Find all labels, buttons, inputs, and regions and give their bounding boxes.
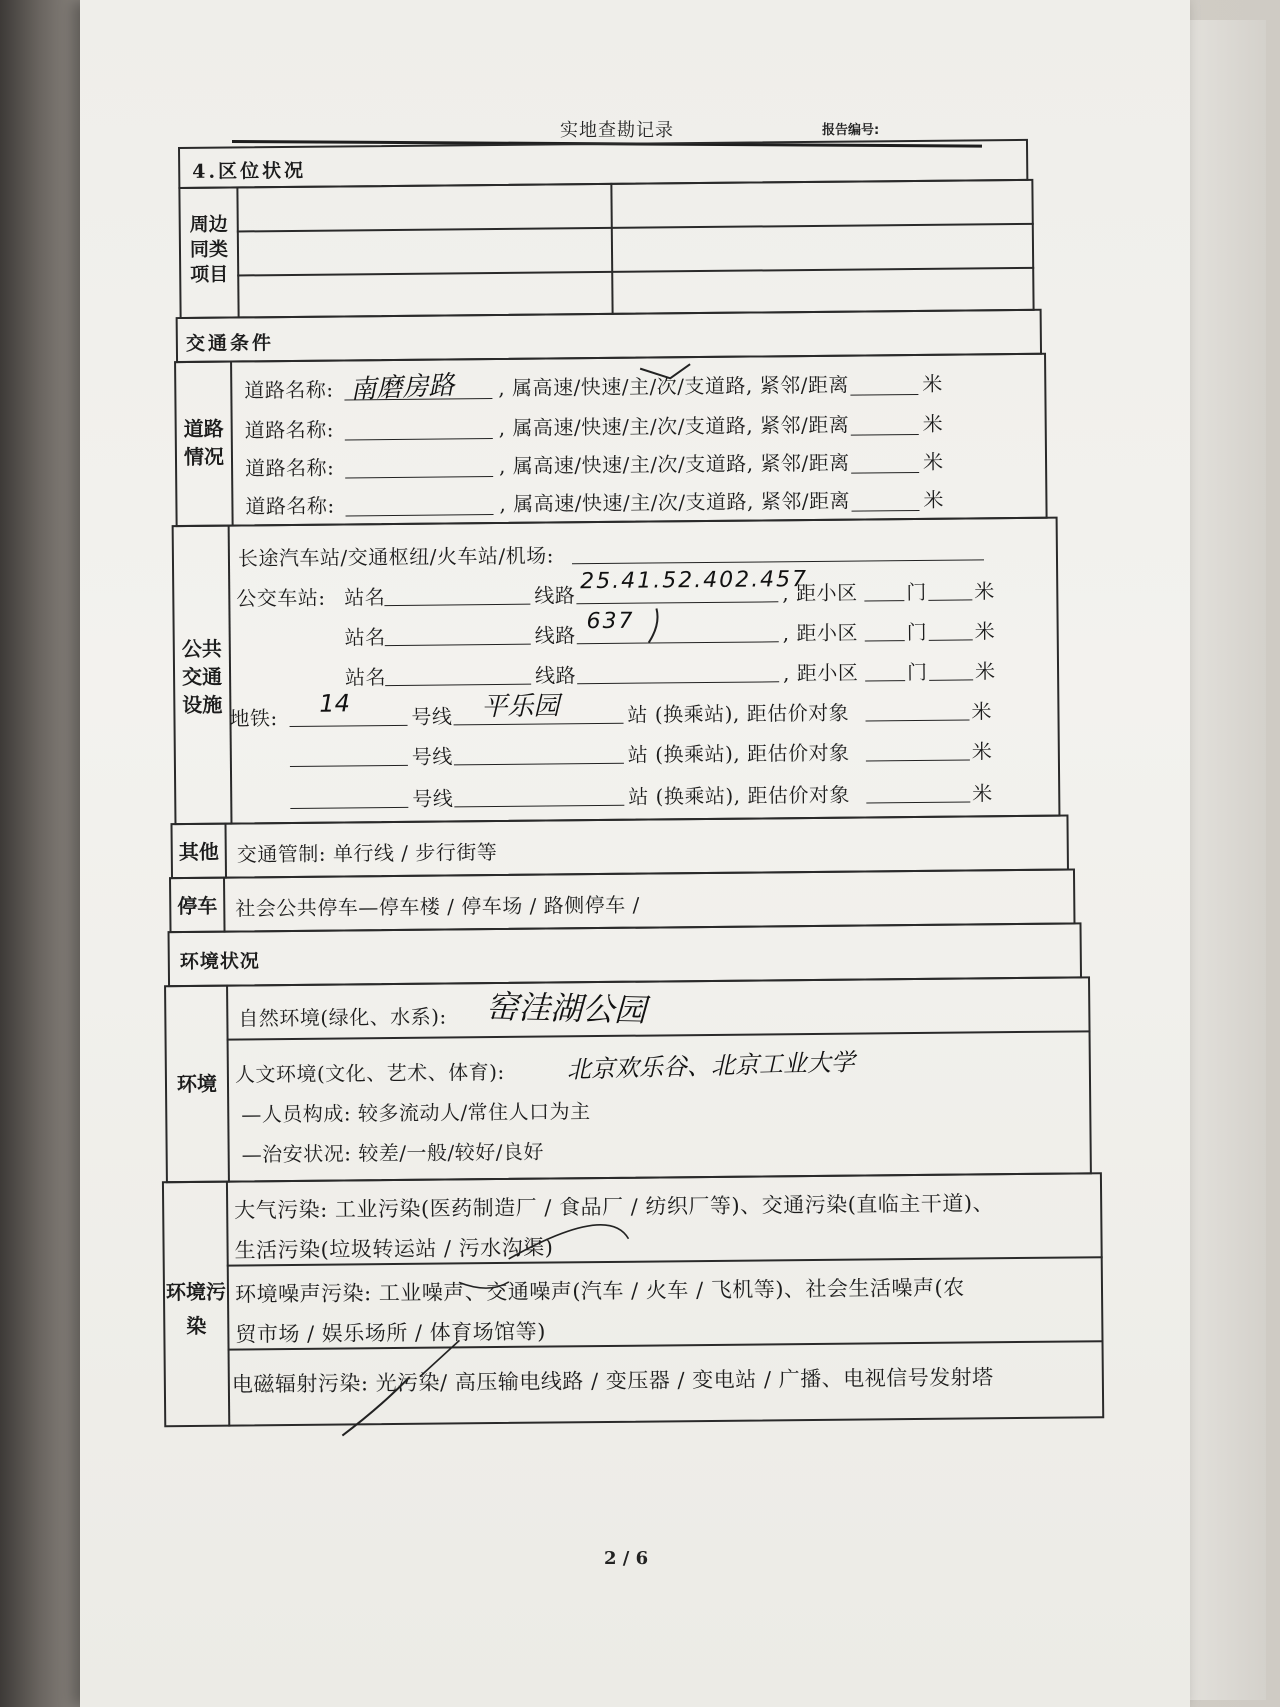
em-pollution: 电磁辐射污染: 光污染/ 高压输电线路 / 变压器 / 变电站 / 广播、电视信号发射塔 <box>231 1365 994 1397</box>
noise-pollution-line2: 贸市场 / 娱乐场所 / 体育场馆等) <box>235 1319 547 1347</box>
strike-mark-bus <box>648 608 657 642</box>
handwritten-strikes <box>78 138 1161 1538</box>
other-label: 其他 <box>178 839 219 865</box>
road-row: 道路名称: , 属高速/快速/主/次/支道路, 紧邻/距离 米 <box>245 487 945 519</box>
pollution-label: 环境污染 <box>165 1279 227 1339</box>
report-number-label: 报告编号: <box>822 123 880 138</box>
road-row: 道路名称: 南磨房路 , 属高速/快速/主/次/支道路, 紧邻/距离 米 <box>78 138 1148 148</box>
people-composition: —人员构成: 较多流动人/常住人口为主 <box>241 1099 591 1127</box>
security-status: —治安状况: 较差/一般/较好/良好 <box>241 1139 545 1167</box>
env-status-title: 环境状况 <box>179 950 260 974</box>
strike-mark-road <box>640 364 690 378</box>
cultural-env-label: 人文环境(文化、艺术、体育): <box>234 1059 505 1087</box>
natural-env-handwritten: 窑洼湖公园 <box>485 987 647 1030</box>
road-name-handwritten: 南磨房路 <box>349 370 456 406</box>
long-distance-label: 长途汽车站/交通枢纽/火车站/机场: <box>237 543 555 571</box>
bus-line-handwritten: 25.41.52.402.457 <box>580 567 809 595</box>
metro-prefix: 地铁: <box>229 706 278 731</box>
bus-prefix: 公交车站: <box>236 585 326 611</box>
metro-station-handwritten: 平乐园 <box>481 691 560 723</box>
strike-mark-air <box>508 1225 628 1259</box>
strike-mark-light <box>342 1377 411 1436</box>
survey-form: 4.区位状况 周边同类项目 交通条件 道路情况 道路名称: 南磨房路 , 属高速/快速/主/次/支道路, 紧邻/距离 米 道路名称: , 属高速/快速/主/次/支道路, 紧邻/距离 米 道路名称: , 属高速/快速/主/次/支道路, 紧邻/距离 米 道路名称: , 属高速/快速/主/次/支道路, 紧邻/距离 米 公共交通设施 长途汽车站/交通枢纽/火车站/机场: 公交车站: 站名 线路 25.41.52.402.457 , 距小区 门 米 站名 线路 637 , 距小区 门 米 站名 线路 , 距小区 门 米 地铁: 14 号线 平乐园 站 (换乘站), 距估价对象 米 号线 站 (换乘站), 距估价对象 米 号线 站 (换乘站), 距估价对象 米 其他 交通管制: 单行线 / 步行街等 停车 社会公共停车—停车楼 / 停车场 / 路侧停车 / 环境状况 环境 自然环境(绿化、水系): 窑洼湖公园 人文环境(文化、艺术、体育): 北京欢乐谷、北京工业大学 —人员构成: 较多流动人/常住人口为主 —治安状况: 较差/一般/较好/良好 环境污染 大气污染: 工业污染(医药制造厂 / 食品厂 / 纺织厂等)、交通污染(直临主干道)、 生活污染(垃圾转运站 / 污水沟渠) 环境噪声污染: 工业噪声、交通噪声(汽车 / 火车 / 飞机等)、社会生活噪声(农 贸市场 / 娱乐场所 / 体育场馆等) 电磁辐射污染: 光污染/ 高压输电线路 / 变压器 / 变电站 / 广播、电视信号发射塔 <box>78 138 1161 1538</box>
road-row: 道路名称: , 属高速/快速/主/次/支道路, 紧邻/距离 米 <box>244 411 944 443</box>
parking-label: 停车 <box>177 893 218 919</box>
air-pollution-line1: 大气污染: 工业污染(医药制造厂 / 食品厂 / 纺织厂等)、交通污染(直临主干道)、 <box>234 1191 995 1223</box>
public-transit-label: 公共交通设施 <box>181 636 223 718</box>
section4-title: 4.区位状况 <box>192 159 307 183</box>
roads-label: 道路情况 <box>183 416 225 469</box>
road-row: 道路名称: , 属高速/快速/主/次/支道路, 紧邻/距离 米 <box>244 449 944 481</box>
other-text: 交通管制: 单行线 / 步行街等 <box>236 840 498 867</box>
environment-label: 环境 <box>176 1071 218 1097</box>
noise-pollution-line1: 环境噪声污染: 工业噪声、交通噪声(汽车 / 火车 / 飞机等)、社会生活噪声(农 <box>234 1275 965 1307</box>
document-title: 实地查勘记录 <box>560 120 674 141</box>
strike-mark-sports <box>419 1340 459 1376</box>
air-pollution-line2: 生活污染(垃圾转运站 / 污水沟渠) <box>234 1235 554 1263</box>
strike-mark-noise <box>459 1282 509 1288</box>
natural-env-label: 自然环境(绿化、水系): <box>238 1004 447 1031</box>
cultural-env-handwritten: 北京欢乐谷、北京工业大学 <box>566 1048 856 1084</box>
bus-line-handwritten: 637 <box>586 608 635 635</box>
traffic-title: 交通条件 <box>185 332 275 355</box>
peers-label: 周边同类项目 <box>189 213 229 286</box>
page-number: 2 / 6 <box>604 1548 649 1569</box>
metro-line-handwritten: 14 <box>319 689 351 718</box>
parking-text: 社会公共停车—停车楼 / 停车场 / 路侧停车 / <box>235 892 640 921</box>
